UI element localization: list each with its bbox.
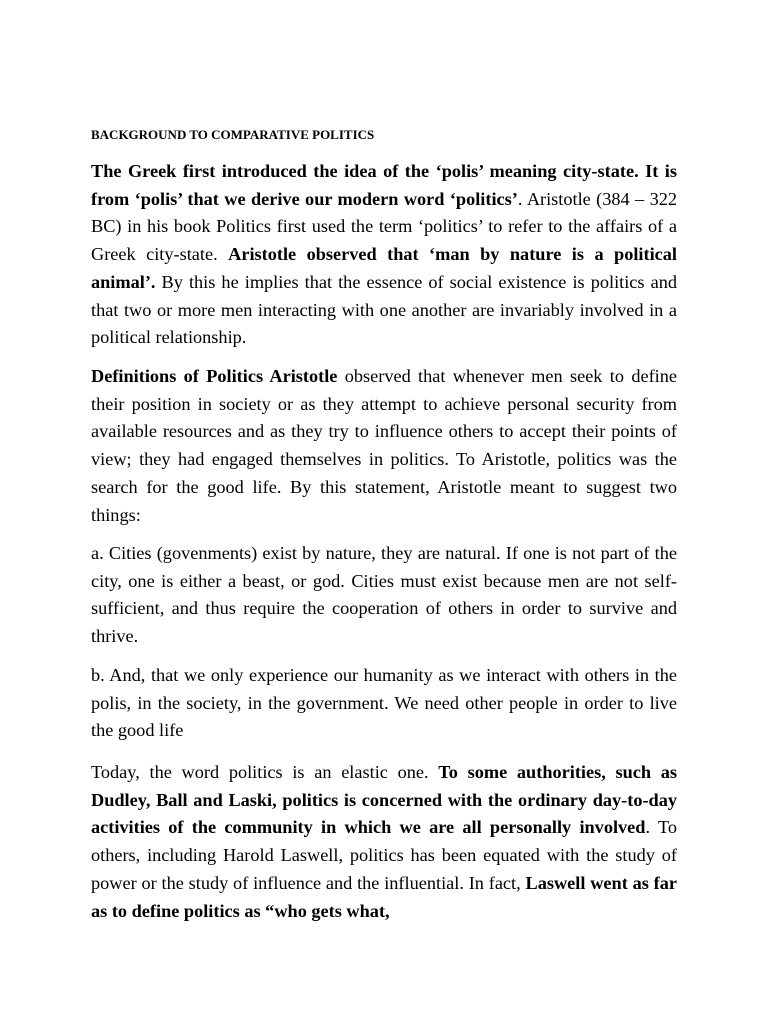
bold-text-run: Aristotle observed that ‘man by nature is a political animal’. (91, 244, 677, 292)
paragraph-elastic (91, 759, 677, 925)
paragraph-polis (91, 158, 677, 352)
text-run: b. And, that we only experience our humanity as we interact with others in the polis, in the society, in the government. We need other people in order to live the good life (91, 665, 677, 741)
text-run: . Aristotle (384 – 322 BC) in his book Politics first used the term ‘politics’ to refer to the affairs of a Greek city-state. (91, 188, 677, 265)
text-run: a. Cities (govenments) exist by nature, they are natural. If one is not part of the city, one is either a beast, or god. Cities must exist because men are not self-sufficient, and thus require the cooperation of others in order to survive and thrive. (91, 543, 677, 647)
document-heading: BACKGROUND TO COMPARATIVE POLITICS (91, 127, 375, 142)
paragraph-point-b (91, 662, 677, 745)
text-run: Today, the word politics is an elastic one. (91, 762, 439, 782)
bold-text-run: Laswell went as far as to define politics as “who gets what, (91, 872, 677, 921)
text-run: . To others, including Harold Laswell, politics has been equated with the study of power or the study of influence and the influential. In fact, (91, 817, 677, 893)
text-run: By this he implies that the essence of social existence is politics and that two or more men interacting with one another are invariably involved in a political relationship. (91, 271, 677, 348)
paragraph-definitions (91, 363, 677, 529)
text-run: observed that whenever men seek to define their position in society or as they attempt to achieve personal security from available resources and as they try to influence others to accept their points of view; they had engaged themselves in politics. To Aristotle, politics was the search for the good life. By this statement, Aristotle meant to suggest two things: (91, 366, 677, 525)
bold-text-run: Definitions of Politics Aristotle (91, 366, 338, 386)
paragraph-point-a (91, 540, 677, 651)
bold-text-run: To some authorities, such as Dudley, Ball and Laski, politics is concerned with the ordinary day-to-day activities of the community in which we are all personally involved (91, 762, 678, 838)
bold-text-run: The Greek first introduced the idea of the ‘polis’ meaning city-state. It is from ‘polis’ that we derive our modern word ‘politics’ (91, 161, 677, 209)
